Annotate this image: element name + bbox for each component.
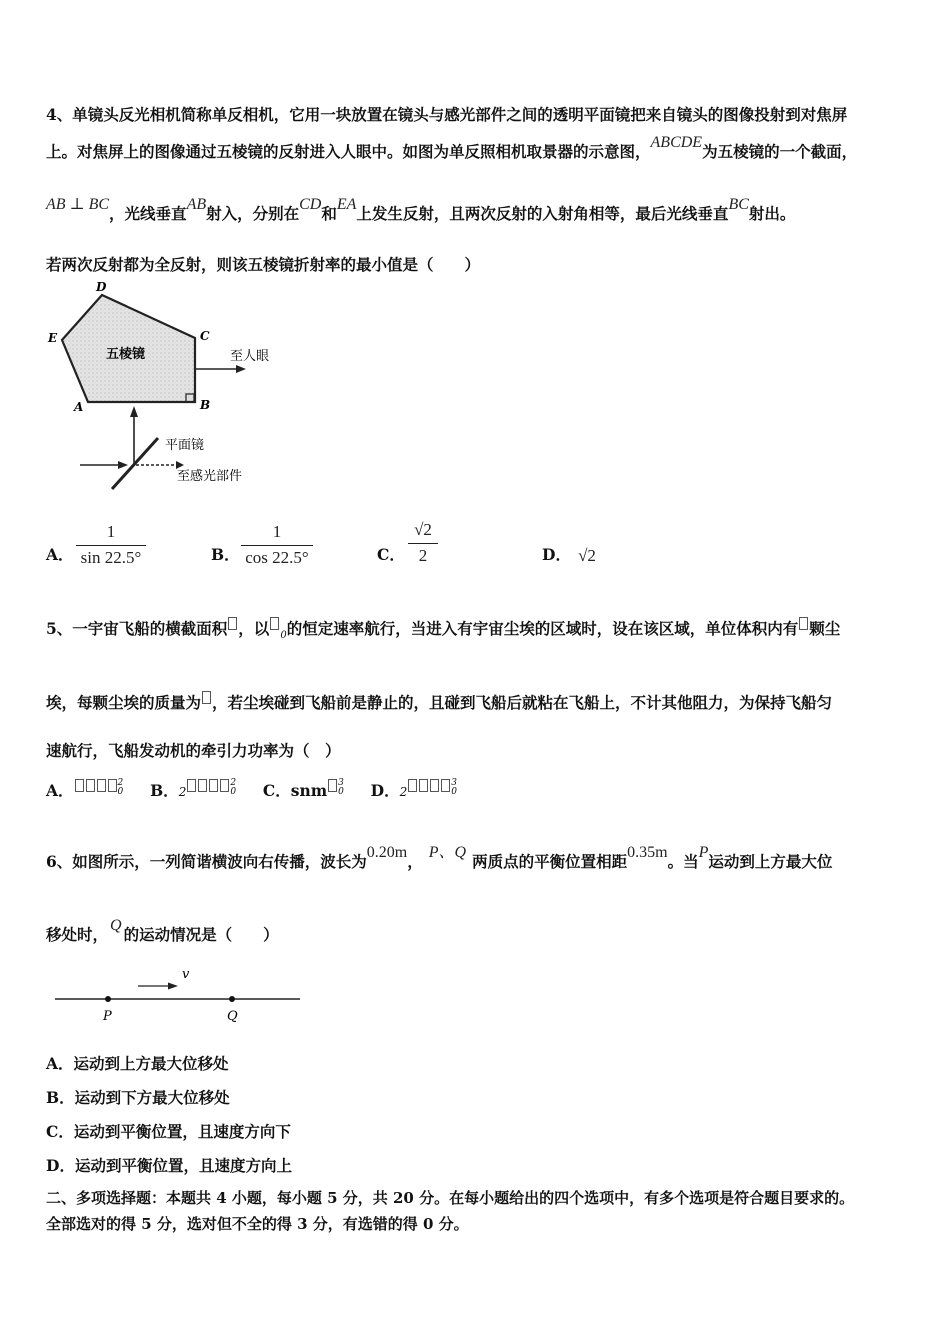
q5-a-sub: 0 — [117, 787, 124, 797]
label-to-eye: 至人眼 — [230, 349, 270, 364]
q6-option-d[interactable]: D．运动到平衡位置，且速度方向上 — [46, 1156, 292, 1175]
q4-option-c-den: 2 — [408, 543, 438, 566]
q4-math-ab-perp-bc: AB ⊥ BC — [46, 196, 110, 213]
missing-symbol-icon — [799, 617, 808, 630]
q5-d-exp: 3 — [451, 778, 457, 788]
q4-option-c-num: √2 — [414, 520, 432, 539]
missing-symbol-icon — [202, 691, 211, 704]
q5-line-2b: ，若尘埃碰到飞船前是静止的，且碰到飞船后就粘在飞船上，不计其他阻力，为保持飞船匀 — [212, 693, 833, 712]
q5-option-d-label: D． — [370, 781, 400, 800]
q5-sub-0: 0 — [280, 630, 287, 642]
q4-option-a-num: 1 — [106, 522, 116, 541]
q4-line-3e: 射出。 — [748, 204, 796, 223]
label-e: E — [48, 331, 58, 345]
q5-option-b[interactable] — [150, 778, 237, 800]
missing-symbol-icon — [209, 779, 218, 792]
q4-option-c-label[interactable]: C． — [377, 545, 405, 564]
q5-options — [46, 779, 457, 801]
q5-c-supsub — [338, 779, 344, 797]
arrow-to-eye-icon — [236, 365, 246, 373]
q5-d-coef: 2 — [399, 785, 408, 799]
q4-line-3b: 射入，分别在 — [206, 204, 300, 223]
q4-line-4: 若两次反射都为全反射，则该五棱镜折射率的最小值是（ ） — [46, 255, 481, 274]
q4-option-b-num: 1 — [272, 522, 282, 541]
q5-c-coef: snm — [290, 781, 328, 800]
label-mirror: 平面镜 — [165, 438, 205, 453]
q4-option-a-den: sin 22.5° — [76, 545, 146, 568]
missing-symbol-icon — [198, 779, 207, 792]
q4-option-d-label[interactable]: D． — [542, 545, 571, 564]
q5-b-supsub — [230, 779, 236, 797]
q4-line-3d: 上发生反射，且两次反射的入射角相等，最后光线垂直 — [356, 204, 729, 223]
q4-option-d-value[interactable]: √2 — [578, 546, 596, 565]
missing-symbol-icon — [228, 617, 237, 630]
q6-math-q: Q — [110, 917, 122, 934]
q5-line-1 — [46, 617, 840, 641]
q5-b-sub: 0 — [230, 787, 237, 797]
point-q — [229, 996, 235, 1002]
q4-line-2a: 上。对焦屏上的图像通过五棱镜的反射进入人眼中。如图为单反照相机取景器的示意图， — [46, 142, 651, 161]
label-prism: 五棱镜 — [106, 347, 146, 362]
q4-line-2 — [46, 134, 858, 162]
label-a: A — [74, 400, 84, 414]
label-to-sensor: 至感光部件 — [177, 469, 243, 484]
q5-line-2a: 埃，每颗尘埃的质量为 — [46, 693, 202, 712]
q5-a-supsub — [118, 779, 124, 797]
q5-a-exp: 2 — [117, 778, 124, 788]
missing-symbol-icon — [408, 779, 417, 792]
q5-option-c[interactable] — [262, 778, 344, 800]
label-v: v — [182, 967, 190, 982]
q5-c-exp: 3 — [338, 778, 344, 788]
q5-line-1d: 颗尘 — [809, 619, 841, 638]
q4-option-b-value[interactable] — [241, 522, 313, 568]
label-b: B — [200, 398, 211, 412]
q5-line-3: 速航行，飞船发动机的牵引力功率为（ ） — [46, 741, 341, 760]
arrow-up-icon — [130, 406, 138, 417]
missing-symbol-icon — [108, 779, 117, 792]
q6-line-2b: 的运动情况是（ ） — [123, 925, 279, 944]
q6-math-lambda: 0.20m — [366, 844, 408, 861]
missing-symbol-icon — [328, 779, 337, 792]
q4-line-3a: ，光线垂直 — [109, 204, 187, 223]
q6-line-1b: ， — [407, 852, 423, 871]
q4-option-a-value[interactable] — [76, 522, 146, 568]
missing-symbol-icon — [441, 779, 450, 792]
label-d: D — [96, 280, 107, 294]
q5-d-supsub — [451, 779, 457, 797]
q5-line-1b: ，以 — [238, 619, 270, 638]
missing-symbol-icon — [75, 779, 84, 792]
q6-math-dist: 0.35m — [627, 844, 668, 861]
q6-line-2a: 移处时， — [46, 925, 109, 944]
q4-math-bc: BC — [728, 196, 749, 213]
missing-symbol-icon — [220, 779, 229, 792]
label-q: Q — [227, 1009, 238, 1024]
missing-symbol-icon — [86, 779, 95, 792]
q4-math-abcde: ABCDE — [650, 134, 703, 151]
q4-option-b-label[interactable]: B． — [211, 545, 240, 564]
velocity-arrow-icon — [168, 983, 178, 990]
missing-symbol-icon — [430, 779, 439, 792]
q5-line-1c: 的恒定速率航行，当进入有宇宙尘埃的区域时，设在该区域，单位体积内有 — [286, 619, 799, 638]
label-c: C — [200, 329, 210, 343]
q6-option-b[interactable]: B．运动到下方最大位移处 — [46, 1088, 230, 1107]
q6-line-1a: 6、如图所示，一列简谐横波向右传播，波长为 — [46, 852, 367, 871]
q4-math-ab: AB — [186, 196, 207, 213]
q6-line-1d: 。当 — [667, 852, 699, 871]
q6-line-1c: 两质点的平衡位置相距 — [472, 852, 628, 871]
q5-option-a[interactable] — [46, 778, 124, 800]
q5-option-a-label: A． — [46, 781, 74, 800]
section-2-line-2: 全部选对的得 5 分，选对但不全的得 3 分，有选错的得 0 分。 — [46, 1215, 469, 1233]
q5-b-coef: 2 — [178, 785, 187, 799]
q6-math-p: P — [698, 844, 709, 861]
point-p — [105, 996, 111, 1002]
q5-d-sub: 0 — [451, 787, 457, 797]
section-2-line-1: 二、多项选择题：本题共 4 小题，每小题 5 分，共 20 分。在每小题给出的四个选项中，有多个选项是符合题目要求的。 — [46, 1189, 855, 1207]
q5-line-1a: 5、一宇宙飞船的横截面积 — [46, 619, 228, 638]
q5-option-b-label: B． — [150, 781, 179, 800]
q6-line-2 — [46, 917, 279, 945]
arrow-to-sensor-icon — [176, 461, 184, 469]
q5-line-2 — [46, 691, 832, 713]
q4-line-1: 4、单镜头反光相机简称单反相机，它用一块放置在镜头与感光部件之间的透明平面镜把来自镜头的图像投射到对焦屏 — [46, 105, 848, 124]
q4-option-a-label[interactable]: A． — [46, 545, 74, 564]
q5-option-c-label: C． — [262, 781, 291, 800]
q5-c-sub: 0 — [338, 787, 344, 797]
q4-line-3 — [46, 196, 796, 224]
q4-option-b-den: cos 22.5° — [241, 545, 313, 568]
q4-option-c-value[interactable] — [408, 520, 438, 566]
q6-line-1 — [46, 844, 833, 872]
missing-symbol-icon — [187, 779, 196, 792]
q4-line-2b: 为五棱镜的一个截面， — [702, 142, 858, 161]
missing-symbol-icon — [97, 779, 106, 792]
label-p: P — [103, 1009, 112, 1024]
q6-line-1e: 运动到上方最大位 — [708, 852, 833, 871]
arrow-incoming-icon — [118, 461, 128, 469]
missing-symbol-icon — [419, 779, 428, 792]
q6-math-pq: P、Q — [428, 844, 467, 861]
q4-line-3c: 和 — [321, 204, 337, 223]
missing-symbol-icon — [270, 617, 279, 630]
q5-b-exp: 2 — [230, 778, 237, 788]
q4-pentaprism-figure — [40, 280, 300, 495]
q4-math-cd: CD — [299, 196, 322, 213]
q6-wave-figure — [50, 962, 310, 1028]
q6-option-c[interactable]: C．运动到平衡位置，且速度方向下 — [46, 1122, 291, 1141]
q4-math-ea: EA — [336, 196, 357, 213]
q5-option-d[interactable] — [370, 778, 457, 800]
q6-option-a[interactable]: A．运动到上方最大位移处 — [46, 1054, 229, 1073]
